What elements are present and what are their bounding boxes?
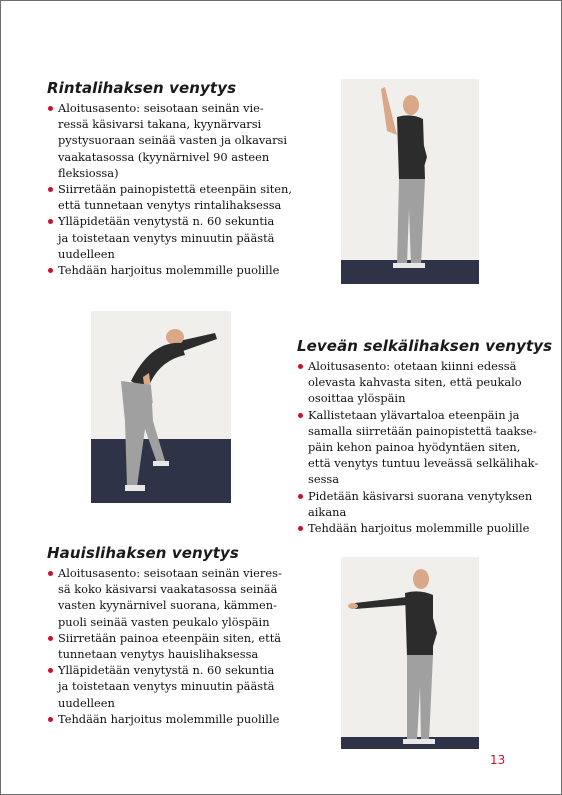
list-item: [47, 213, 337, 262]
list-item-text: Siirretään painopistettä eteenpäin siten, että tunnetaan venytys rintalihaksessa: [58, 182, 293, 213]
section-lat-stretch: [297, 337, 557, 536]
list-item: [47, 630, 337, 662]
list-item-text: Ylläpidetään venytystä n. 60 sekuntia ja toistetaan venytys minuutin päästä uudelleen: [58, 663, 275, 710]
section-biceps-stretch: [47, 544, 337, 727]
photo-chest-stretch: [341, 79, 479, 284]
instruction-list: [47, 565, 337, 727]
list-item-text: Aloitusasento: otetaan kiinni edessä olevasta kahvasta siten, että peukalo osoittaa ylöspäin: [308, 359, 522, 406]
list-item-text: Tehdään harjoitus molemmille puolille: [308, 521, 530, 536]
instruction-list: [297, 358, 557, 536]
list-item: [47, 662, 337, 711]
list-item-text: Kallistetaan ylävartaloa eteenpäin ja samalla siirretään painopistettä taakse- päin kehon painoa hyödyntäen siten, että venytys tuntuu leveässä selkälihak- sessa: [308, 407, 539, 487]
list-item: [47, 100, 337, 181]
page-number: 13: [490, 753, 506, 767]
instruction-list: [47, 100, 337, 278]
section-title: Leveän selkälihaksen venytys: [297, 337, 553, 355]
section-chest-stretch: [47, 79, 337, 278]
list-item: [47, 711, 337, 727]
list-item: [47, 565, 337, 630]
list-item-text: Siirretään painoa eteenpäin siten, että tunnetaan venytys hauislihaksessa: [58, 630, 282, 662]
list-item-text: Ylläpidetään venytystä n. 60 sekuntia ja toistetaan venytys minuutin päästä uudelleen: [58, 214, 275, 261]
list-item: [47, 181, 337, 213]
list-item-text: Tehdään harjoitus molemmille puolille: [58, 711, 280, 726]
list-item-text: Aloitusasento: seisotaan seinän vieres- sä koko käsivarsi vaakatasossa seinää vasten kyynärnivel suorana, kämmen- puoli seinää vasten peukalo ylöspäin: [58, 566, 282, 629]
list-item: [47, 262, 337, 278]
list-item: [297, 488, 557, 520]
photo-biceps-stretch: [341, 557, 479, 749]
list-item: [297, 358, 557, 407]
photo-lat-stretch: [91, 311, 231, 503]
list-item: [297, 407, 557, 488]
list-item-text: Tehdään harjoitus molemmille puolille: [58, 263, 280, 278]
list-item-text: Aloitusasento: seisotaan seinän vie- ressä käsivarsi takana, kyynärvarsi pystysuoraan seinää vasten ja olkavarsi vaakatasossa (kyynärnivel 90 asteen fleksiossa): [58, 101, 288, 180]
list-item: [297, 520, 557, 536]
section-title: Rintalihaksen venytys: [47, 79, 237, 97]
section-title: Hauislihaksen venytys: [47, 544, 239, 562]
list-item-text: Pidetään käsivarsi suorana venytyksen aikana: [308, 488, 533, 519]
